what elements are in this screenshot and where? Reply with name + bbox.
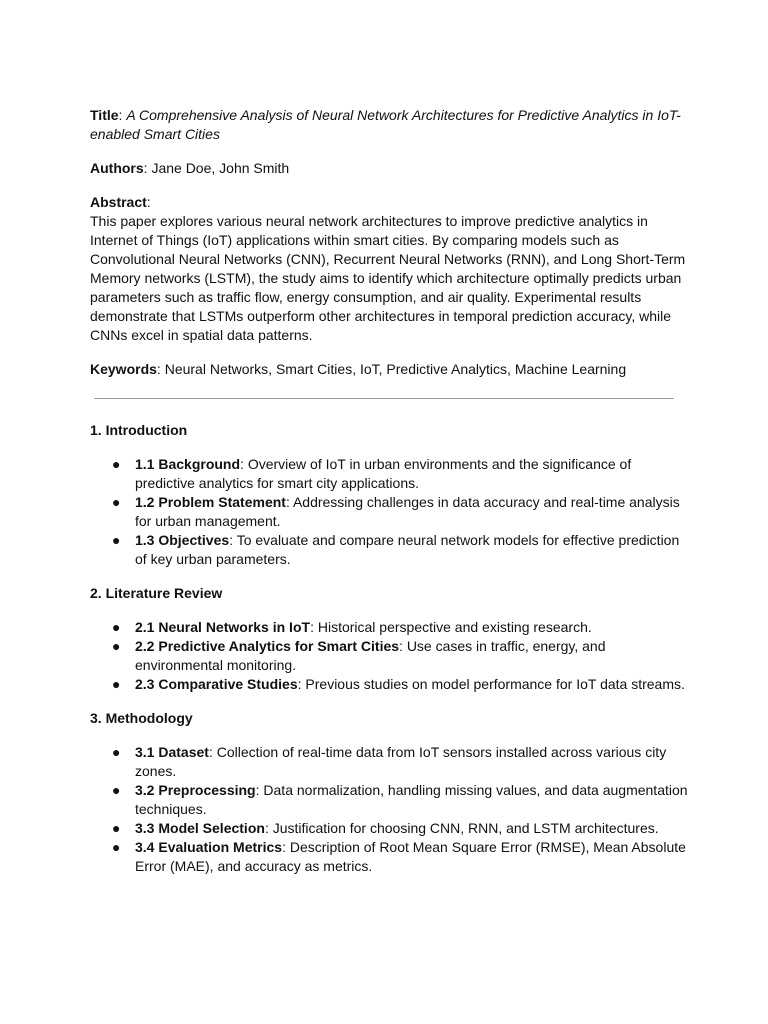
list-item-text: To evaluate and compare neural network models for effective prediction of key urban parameters. [135, 532, 680, 567]
list-item: ● 2.3 Comparative Studies: Previous studies on model performance for IoT data streams. [112, 676, 685, 692]
list-item-text: Description of Root Mean Square Error (RMSE), Mean Absolute Error (MAE), and accuracy as metrics. [135, 839, 686, 874]
list-item-label: 2.3 Comparative Studies [135, 676, 298, 692]
list-item: ● 1.2 Problem Statement: Addressing challenges in data accuracy and real-time analysis for urban management. [112, 494, 680, 529]
list-item-label: 3.4 Evaluation Metrics [135, 839, 283, 855]
section-heading: 1. Introduction [90, 422, 188, 438]
bullet-icon: ● [112, 532, 121, 548]
bullet-icon: ● [112, 456, 121, 472]
list-item: ● 2.2 Predictive Analytics for Smart Cities: Use cases in traffic, energy, and environmental monitoring. [112, 638, 606, 673]
bullet-icon: ● [112, 676, 121, 692]
list-item-label: 2.2 Predictive Analytics for Smart Cities [135, 638, 400, 654]
list-item-text: Historical perspective and existing research. [317, 619, 592, 635]
authors-line: Authors: Jane Doe, John Smith [90, 160, 290, 176]
bullet-icon: ● [112, 839, 121, 855]
abstract-block [90, 193, 690, 345]
list-item-label: 2.1 Neural Networks in IoT [135, 619, 311, 635]
keywords-label: Keywords [90, 361, 157, 377]
paper-title: A Comprehensive Analysis of Neural Network Architectures for Predictive Analytics in IoT-enabled Smart Cities [90, 107, 681, 142]
list-item: ● 3.1 Dataset: Collection of real-time data from IoT sensors installed across various city zones. [112, 744, 667, 779]
bullet-icon: ● [112, 744, 121, 760]
bullet-icon: ● [112, 494, 121, 510]
abstract-text: This paper explores various neural network architectures to improve predictive analytics in Internet of Things (IoT) applications within smart cities. By comparing models such as Convolutional Neural Networks (CNN), Recurrent Neural Networks (RNN), and Long Short-Term Memory networks (LSTM), the study aims to identify which architecture optimally predicts urban parameters such as traffic flow, energy consumption, and air quality. Experimental results demonstrate that LSTMs outperform other architectures in temporal prediction accuracy, while CNNs excel in spatial data patterns. [90, 213, 686, 343]
list-item-text: Collection of real-time data from IoT sensors installed across various city zones. [135, 744, 667, 779]
document-page [90, 106, 690, 891]
title-label: Title [90, 107, 119, 123]
section-bullet-list [90, 455, 690, 569]
section-bullet-list [90, 618, 690, 694]
title-line: Title: A Comprehensive Analysis of Neural Network Architectures for Predictive Analytics in IoT-enabled Smart Cities [90, 107, 681, 142]
section-heading: 2. Literature Review [90, 585, 223, 601]
horizontal-divider [94, 398, 674, 399]
keywords-line: Keywords: Neural Networks, Smart Cities, IoT, Predictive Analytics, Machine Learning [90, 361, 627, 377]
authors-label: Authors [90, 160, 144, 176]
section-heading: 3. Methodology [90, 710, 193, 726]
list-item-text: Justification for choosing CNN, RNN, and LSTM architectures. [272, 820, 659, 836]
list-item-label: 3.2 Preprocessing [135, 782, 256, 798]
list-item-label: 1.2 Problem Statement [135, 494, 286, 510]
list-item-text: Overview of IoT in urban environments and the significance of predictive analytics for smart city applications. [135, 456, 632, 491]
sections-container [90, 421, 690, 876]
list-item: ● 3.2 Preprocessing: Data normalization, handling missing values, and data augmentation techniques. [112, 782, 688, 817]
bullet-icon: ● [112, 820, 121, 836]
list-item-label: 3.3 Model Selection [135, 820, 265, 836]
bullet-icon: ● [112, 782, 121, 798]
bullet-icon: ● [112, 638, 121, 654]
list-item-text: Addressing challenges in data accuracy and real-time analysis for urban management. [135, 494, 680, 529]
authors-names: Jane Doe, John Smith [151, 160, 290, 176]
list-item-text: Use cases in traffic, energy, and environmental monitoring. [135, 638, 606, 673]
list-item-label: 3.1 Dataset [135, 744, 209, 760]
abstract-label: Abstract [90, 194, 147, 210]
bullet-icon: ● [112, 619, 121, 635]
list-item: ● 3.3 Model Selection: Justification for choosing CNN, RNN, and LSTM architectures. [112, 820, 659, 836]
list-item-label: 1.1 Background [135, 456, 241, 472]
list-item-label: 1.3 Objectives [135, 532, 230, 548]
list-item: ● 1.1 Background: Overview of IoT in urban environments and the significance of predictive analytics for smart city applications. [112, 456, 632, 491]
list-item-text: Previous studies on model performance for IoT data streams. [305, 676, 685, 692]
abstract-heading: Abstract: [90, 194, 151, 210]
list-item: ● 2.1 Neural Networks in IoT: Historical perspective and existing research. [112, 619, 592, 635]
section-bullet-list [90, 743, 690, 876]
keywords-text: Neural Networks, Smart Cities, IoT, Predictive Analytics, Machine Learning [164, 361, 627, 377]
list-item: ● 1.3 Objectives: To evaluate and compare neural network models for effective prediction of key urban parameters. [112, 532, 680, 567]
list-item-text: Data normalization, handling missing values, and data augmentation techniques. [135, 782, 688, 817]
list-item: ● 3.4 Evaluation Metrics: Description of Root Mean Square Error (RMSE), Mean Absolute Error (MAE), and accuracy as metrics. [112, 839, 686, 874]
